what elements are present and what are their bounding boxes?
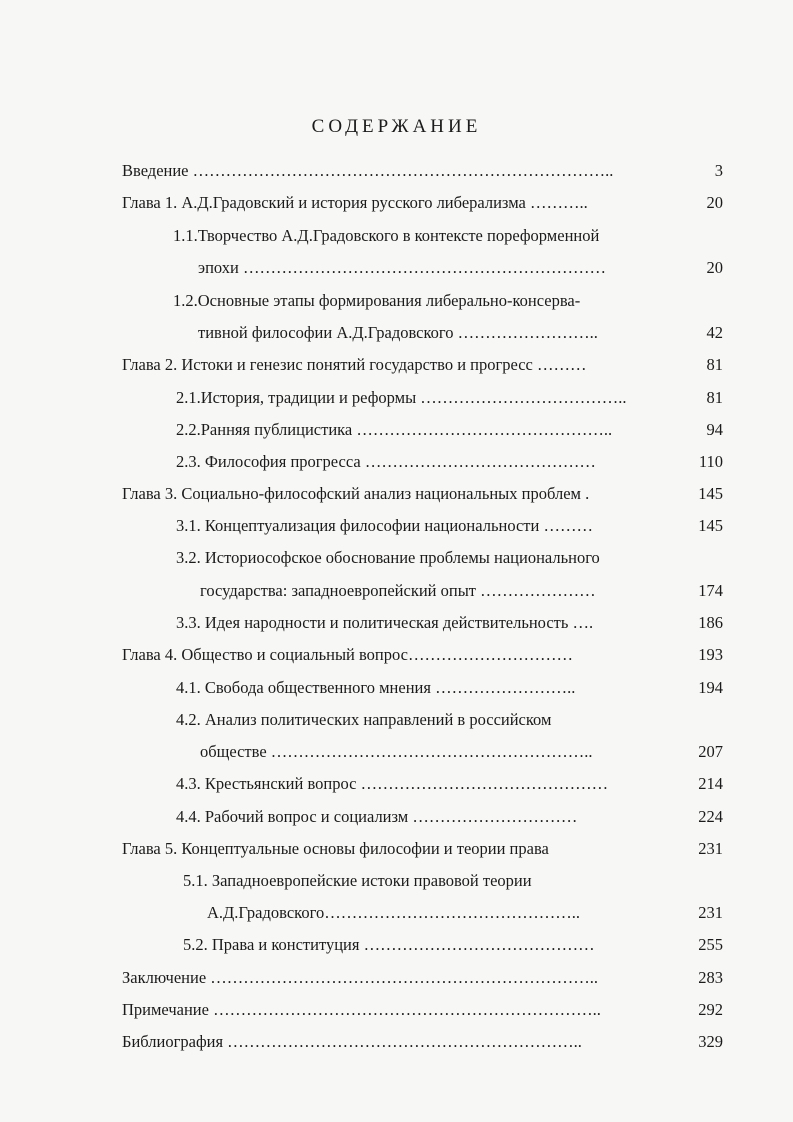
toc-entry-section-2-2: 2.2.Ранняя публицистика ……………………………………….. [176, 420, 613, 439]
toc-page-number: 283 [698, 968, 723, 987]
toc-page-number: 110 [698, 452, 723, 471]
toc-entry-chapter-1: Глава 1. А.Д.Градовский и история русского либерализма ……….. [122, 193, 588, 212]
toc-page-number: 81 [706, 355, 723, 374]
toc-entry-section-4-4: 4.4. Рабочий вопрос и социализм ………………………… [176, 807, 578, 826]
toc-entry-section-1-1-cont: эпохи ………………………………………………………… [198, 258, 606, 277]
toc-entry-section-5-2: 5.2. Права и конституция …………………………………… [183, 935, 595, 954]
toc-entry-notes: Примечание …………………………………………………………….. [122, 1000, 601, 1019]
toc-entry-section-2-3: 2.3. Философия прогресса …………………………………… [176, 452, 596, 471]
toc-entry-section-4-2: 4.2. Анализ политических направлений в российском [176, 710, 552, 729]
toc-entry-conclusion: Заключение …………………………………………………………….. [122, 968, 599, 987]
toc-entry-section-3-1: 3.1. Концептуализация философии национальности ……… [176, 516, 593, 535]
toc-entry-chapter-4: Глава 4. Общество и социальный вопрос………………………… [122, 645, 573, 664]
toc-page-number: 3 [714, 161, 723, 180]
toc-entry-section-4-1: 4.1. Свобода общественного мнения …………………….. [176, 678, 576, 697]
toc-entry-section-4-3: 4.3. Крестьянский вопрос ……………………………………… [176, 774, 609, 793]
toc-entry-section-5-1: 5.1. Западноевропейские истоки правовой теории [183, 871, 532, 890]
toc-page-number: 224 [698, 807, 723, 826]
toc-entry-section-2-1: 2.1.История, традиции и реформы ……………………………….. [176, 388, 627, 407]
toc-page-number: 145 [698, 516, 723, 535]
toc-page-number: 214 [698, 774, 723, 793]
toc-page-number: 329 [698, 1032, 723, 1051]
toc-entry-section-1-2-cont: тивной философии А.Д.Градовского …………………….. [198, 323, 598, 342]
page-title: СОДЕРЖАНИЕ [311, 116, 482, 137]
toc-entry-section-5-1-cont: А.Д.Градовского……………………………………….. [207, 903, 580, 922]
toc-page-number: 207 [698, 742, 723, 761]
toc-page-number: 94 [706, 420, 723, 439]
toc-page-number: 145 [698, 484, 723, 503]
toc-page-number: 194 [698, 678, 723, 697]
toc-page-number: 42 [706, 323, 723, 342]
toc-entry-section-3-3: 3.3. Идея народности и политическая действительность …. [176, 613, 594, 632]
toc-entry-section-3-2: 3.2. Историософское обоснование проблемы национального [176, 548, 600, 567]
toc-entry-section-3-2-cont: государства: западноевропейский опыт ………………… [200, 581, 596, 600]
toc-page-number: 231 [698, 903, 723, 922]
toc-entry-bibliography: Библиография ……………………………………………………….. [122, 1032, 582, 1051]
toc-page-number: 81 [706, 388, 723, 407]
toc-entry-section-1-2: 1.2.Основные этапы формирования либерально-консерва- [173, 291, 581, 310]
toc-entry-section-1-1: 1.1.Творчество А.Д.Градовского в контексте пореформенной [173, 226, 600, 245]
toc-entry-chapter-3: Глава 3. Социально-философский анализ национальных проблем . [122, 484, 590, 503]
toc-page-number: 193 [698, 645, 723, 664]
toc-page-number: 292 [698, 1000, 723, 1019]
toc-page-number: 186 [698, 613, 723, 632]
toc-page-number: 231 [698, 839, 723, 858]
toc-page-number: 255 [698, 935, 723, 954]
toc-entry-introduction: Введение ………………………………………………………………….. [122, 161, 614, 180]
toc-entry-chapter-5: Глава 5. Концептуальные основы философии и теории права [122, 839, 549, 858]
toc-page-number: 20 [706, 193, 723, 212]
toc-entry-chapter-2: Глава 2. Истоки и генезис понятий государство и прогресс ……… [122, 355, 587, 374]
toc-page-number: 174 [698, 581, 723, 600]
toc-entry-section-4-2-cont: обществе ………………………………………………….. [200, 742, 593, 761]
toc-page-number: 20 [706, 258, 723, 277]
